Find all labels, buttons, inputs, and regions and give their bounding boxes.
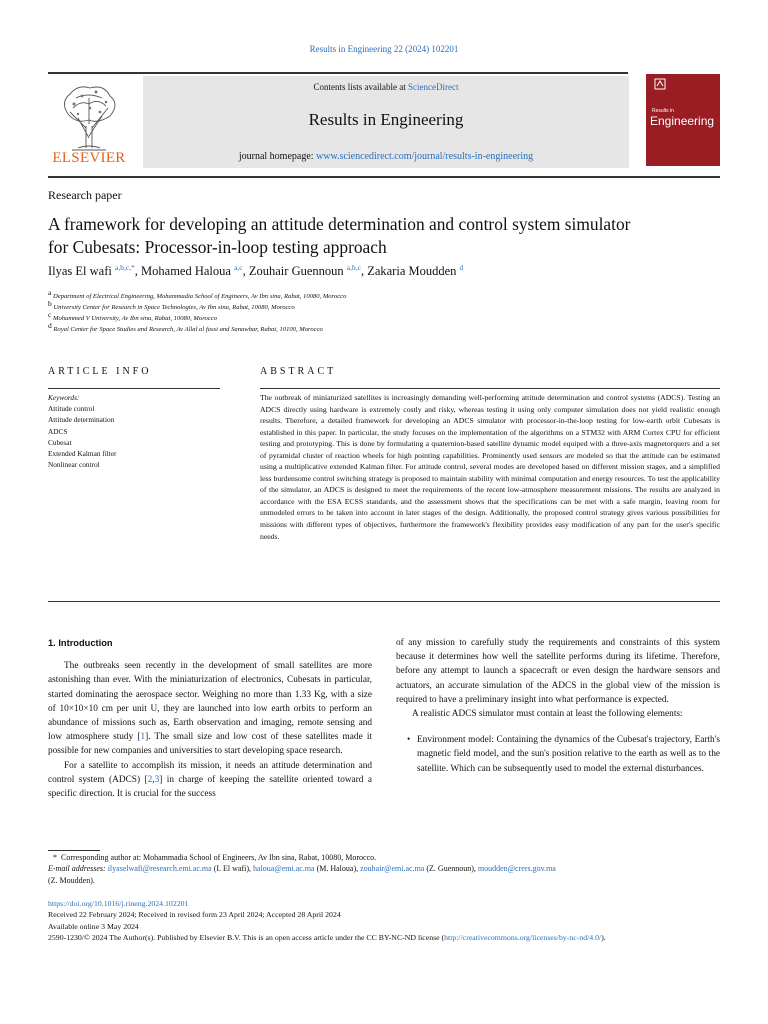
article-type: Research paper — [48, 188, 122, 202]
license-text-end: ). — [601, 932, 606, 942]
author[interactable] — [48, 264, 135, 278]
body-column-left — [48, 636, 372, 801]
affiliations — [48, 287, 648, 335]
email-link[interactable]: moudden@crers.gov.ma — [477, 864, 556, 874]
keyword: ADCS — [48, 426, 68, 436]
journal-banner — [143, 76, 629, 168]
author-list — [48, 264, 463, 279]
homepage-label: journal homepage: — [238, 151, 317, 162]
article-info-heading: ARTICLE INFO — [48, 366, 152, 377]
contents-availability — [143, 82, 629, 92]
keywords-block — [48, 392, 116, 470]
affiliation-mark: d — [48, 320, 52, 330]
author-name[interactable]: Ilyas El wafi — [48, 264, 112, 278]
journal-homepage — [143, 151, 629, 162]
body-paragraph — [48, 659, 372, 758]
author-separator: , — [134, 264, 142, 278]
email-owner: (Z. Guennoun), — [424, 864, 478, 874]
citation-separator: , — [152, 774, 155, 785]
bullet-icon: • — [407, 735, 411, 746]
corresponding-author-note — [48, 852, 720, 863]
affiliation-text: University Center for Research in Space Technologies, Av Ibn sina, Rabat, 10080, Morocco — [53, 304, 295, 311]
corresponding-text: Corresponding author at: Mohammadia School of Engineers, Av Ibn sina, Rabat, 10080, Morocco. — [61, 853, 377, 862]
body-paragraph: of any mission to carefully study the requirements and constraints of this system because it determines how well the satellite performs during its lifetime. Therefore, before any attempt to launch a spacecraft or even design the hardware sensors and actuators, an accurate simulation of the ADCS in the global view of the mission is required to have a preliminary insight into what performance is expected. — [396, 638, 720, 705]
keyword: Extended Kalman filter — [48, 449, 117, 459]
author-affil-marks[interactable]: a,c — [234, 262, 243, 272]
list-item-text: Environment model: Containing the dynamics of the Cubesat's trajectory, Earth's magnetic field model, and the sun's position relative to the earth as well as to the satellite. Which can be subsequently used to model the external disturbances. — [417, 735, 720, 774]
footnotes — [48, 852, 720, 886]
email-last-owner: (Z. Moudden). — [48, 875, 95, 885]
author[interactable] — [141, 264, 243, 278]
cover-emblem-icon — [654, 78, 666, 90]
body-paragraph — [48, 759, 372, 802]
author-affil-marks[interactable]: a,b,c — [346, 262, 361, 272]
doi-link[interactable]: https://doi.org/10.1016/j.rineng.2024.102201 — [48, 899, 189, 908]
email-addresses — [48, 863, 720, 874]
affiliation-mark: b — [48, 298, 52, 308]
author-name[interactable]: Mohamed Haloua — [141, 264, 231, 278]
journal-title[interactable]: Results in Engineering — [308, 110, 464, 129]
affiliation-mark: a — [48, 287, 52, 297]
header-top-rule — [48, 72, 628, 74]
article-title: A framework for developing an attitude determination and control system simulator for Cubesats: Processor-in-loop testing approach — [48, 214, 631, 257]
keyword: Attitude determination — [48, 415, 115, 425]
publication-info — [48, 898, 720, 943]
affiliation-text: Mohammed V University, Av Ibn sina, Rabat, 10080, Morocco — [53, 315, 217, 322]
keyword: Cubesat — [48, 437, 72, 447]
body-column-right — [396, 636, 720, 776]
license-text: 2590-1230/© 2024 The Author(s). Published by Elsevier B.V. This is an open access article under the CC BY-NC-ND license ( — [48, 932, 445, 942]
email-owner: (M. Haloua), — [314, 864, 361, 874]
asterisk-icon: * — [53, 853, 57, 862]
available-online-date: Available online 3 May 2024 — [48, 921, 139, 931]
keyword: Attitude control — [48, 404, 95, 414]
cover-big-text: Engineering — [650, 114, 715, 128]
cover-small-text: Results in — [652, 108, 674, 114]
paragraph-text: ]. The small size and low cost of these satellites made it possible for new companies and universities to start developing space research. — [48, 732, 372, 757]
email-link[interactable]: zouhair@emi.ac.ma — [360, 864, 425, 874]
abstract-text: The outbreak of miniaturized satellites is increasingly demanding well-performing attitude determination and control systems (ADCS). Testing an ADCS directly using hardware is extremely costly and risky, whereas testing it using only computer simulation does not yield realistic enough results. Therefore, a detailed framework for developing an ADCS simulator with processor-in-the-loop testing for low-earth orbit Cubesats is established in this paper. In particular, the study focuses on the implementation of the algorithms on a STM32 with ARM Cortex CPU for efficient testing and prototyping. This is done by formulating a quaternion-based satellite dynamic model equiped with a three-axis magnetorquers and a set of pyramidal cluster of reaction wheels for high pointing capabilities. Prominently used sensors are modeled so that the attitude can be estimated using a multiplicative extended Kalman filter. For attitude control, several modes are developed based on different mission stages, and a simplified less burdensome control switching strategy is proposed to maintain stability with minimal computation and energy resources. To test the applicability of the simulator, an ADCS is designed to meet the requirements of the recent low-atmosphere measurement missions. The results are analyzed in accordance with the ESA ECSS standards, and the assessment shows that the specifications can be met with a safe margin, leaving room for unmodeled errors to be taken into account in later stages of the design. Additionally, the proposed control strategy gives various possibilities for missions with different types of objectives, furthermore the framework's flexibility provides easy modification of any part for the user's specific needs. — [260, 393, 720, 541]
author-affil-marks[interactable]: d — [459, 262, 464, 272]
email-label: E-mail addresses: — [48, 864, 108, 874]
citation-link[interactable]: 1 — [140, 732, 146, 743]
author-separator: , — [242, 264, 249, 278]
abstract-heading: ABSTRACT — [260, 366, 337, 377]
journal-cover-thumbnail[interactable] — [646, 74, 720, 166]
contents-prefix: Contents lists available at — [313, 82, 408, 92]
author-name[interactable]: Zakaria Moudden — [367, 264, 457, 278]
header-bottom-rule — [48, 176, 720, 178]
citation-link[interactable]: 2 — [147, 774, 153, 785]
paragraph-text: The outbreaks seen recently in the development of small satellites are more astonishing than ever. With the miniaturization of electronics, Cubesats in particular, started dominating the aerospace sector. Weighing no more than 1.33 Kg, with a size of 10×10×10 cm per unit U, they are launched into low earth orbits to perform an abundance of missions such as, Earth observation and imaging, remote sensing and low atmosphere study [ — [48, 661, 372, 743]
affiliation-item — [48, 309, 648, 324]
received-dates: Received 22 February 2024; Received in revised form 23 April 2024; Accepted 28 April 2024 — [48, 910, 341, 920]
email-link[interactable]: haloua@emi.ac.ma — [253, 864, 315, 874]
abstract-bottom-rule — [48, 601, 720, 602]
footnote-rule — [48, 850, 100, 851]
license-statement — [48, 932, 720, 943]
abstract-rule — [260, 388, 720, 389]
journal-citation[interactable]: Results in Engineering 22 (2024) 102201 — [309, 44, 459, 54]
body-paragraph: A realistic ADCS simulator must contain at least the following elements: — [412, 709, 683, 720]
affiliation-item — [48, 298, 648, 313]
license-link[interactable]: http://creativecommons.org/licenses/by-nc-nd/4.0/ — [444, 932, 602, 942]
affiliation-mark: c — [48, 309, 52, 319]
homepage-link[interactable]: www.sciencedirect.com/journal/results-in-engineering — [316, 151, 534, 162]
email-link[interactable]: ilyaselwafi@research.emi.ac.ma — [107, 864, 212, 874]
affiliation-text: Royal Center for Space Studies and Research, Av Allal al fassi and Sanawbar, Rabat, 10100, Morocco — [53, 326, 323, 333]
elsevier-wordmark[interactable]: ELSEVIER — [52, 150, 126, 166]
keyword: Nonlinear control — [48, 460, 100, 470]
author-separator: , — [360, 264, 368, 278]
article-info-rule — [48, 388, 220, 389]
section-heading-introduction: 1. Introduction — [48, 638, 113, 648]
author-name[interactable]: Zouhair Guennoun — [248, 264, 344, 278]
author[interactable] — [249, 264, 361, 278]
keywords-label: Keywords: — [48, 393, 80, 402]
author-affil-marks[interactable]: a,b,c,* — [115, 262, 135, 272]
author[interactable] — [367, 264, 463, 278]
email-owner: (I. El wafi), — [211, 864, 254, 874]
paragraph-text: For a satellite to accomplish its mission, it needs an attitude determination and control system (ADCS) [ — [48, 760, 372, 785]
affiliation-text: Department of Electrical Engineering, Mohammadia School of Engineers, Av Ibn sina, Rabat, 10080, Morocco — [53, 293, 347, 300]
list-item — [396, 733, 720, 776]
affiliation-item — [48, 320, 648, 335]
paragraph-text: ] in charge of keeping the satellite oriented toward a specific direction. It is crucial for the success — [48, 774, 372, 800]
affiliation-item — [48, 287, 648, 302]
sciencedirect-link[interactable]: ScienceDirect — [408, 82, 459, 92]
citation-link[interactable]: 3 — [154, 774, 160, 785]
